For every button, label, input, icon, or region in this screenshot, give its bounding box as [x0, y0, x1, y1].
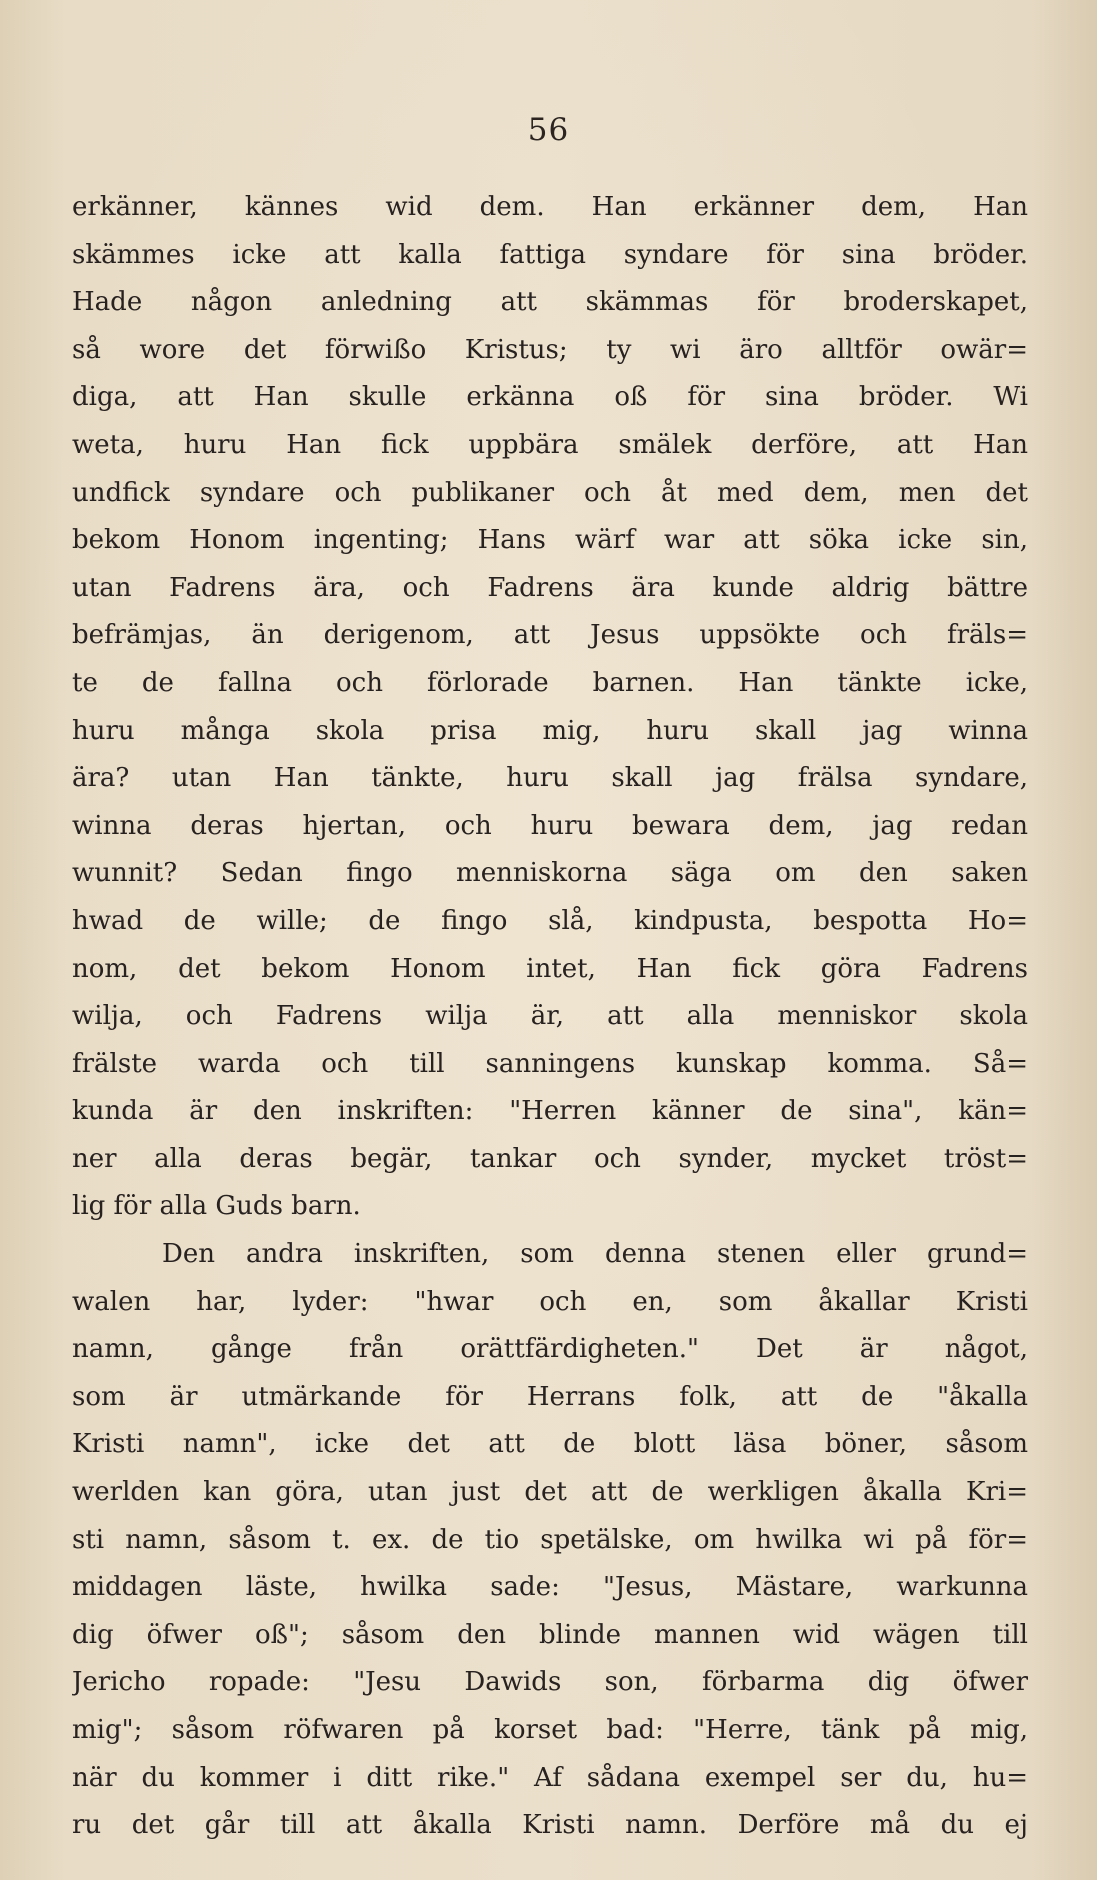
- text-line: winna deras hjertan, och huru bewara dem, jag redan: [72, 810, 1028, 841]
- text-line: som är utmärkande för Herrans folk, att de "åkalla: [72, 1381, 1028, 1412]
- text-line: diga, att Han skulle erkänna oß för sina bröder. Wi: [72, 382, 1028, 413]
- text-line: namn, gånge från orättfärdigheten." Det är något,: [72, 1334, 1028, 1365]
- text-line: wunnit? Sedan fingo menniskorna säga om den saken: [72, 858, 1028, 889]
- text-line: te de fallna och förlorade barnen. Han tänkte icke,: [72, 667, 1028, 698]
- text-line: ru det går till att åkalla Kristi namn. Derföre må du ej: [72, 1810, 1028, 1841]
- text-line: undfick syndare och publikaner och åt med dem, men det: [72, 477, 1028, 508]
- text-line: frälste warda och till sanningens kunskap komma. Så=: [72, 1048, 1028, 1079]
- text-line: werlden kan göra, utan just det att de werkligen åkalla Kri=: [72, 1477, 1028, 1508]
- text-line: så wore det förwißo Kristus; ty wi äro alltför owär=: [72, 334, 1028, 365]
- paragraph-last-line: lig för alla Guds barn.: [72, 1191, 361, 1222]
- text-line: Kristi namn", icke det att de blott läsa böner, såsom: [72, 1429, 1028, 1460]
- text-line: weta, huru Han fick uppbära smälek derföre, att Han: [72, 429, 1028, 460]
- text-line: huru många skola prisa mig, huru skall jag winna: [72, 715, 1028, 746]
- text-line: nom, det bekom Honom intet, Han fick göra Fadrens: [72, 953, 1028, 984]
- text-line: sti namn, såsom t. ex. de tio spetälske, om hwilka wi på för=: [72, 1524, 1028, 1555]
- text-line: Jericho ropade: "Jesu Dawids son, förbarma dig öfwer: [72, 1667, 1028, 1698]
- text-line: Hade någon anledning att skämmas för broderskapet,: [72, 287, 1028, 318]
- text-line: ner alla deras begär, tankar och synder, mycket tröst=: [72, 1143, 1028, 1174]
- text-line: dig öfwer oß"; såsom den blinde mannen wid wägen till: [72, 1619, 1028, 1650]
- page-number: 56: [527, 112, 570, 148]
- text-line: hwad de wille; de fingo slå, kindpusta, bespotta Ho=: [72, 905, 1028, 936]
- text-line: när du kommer i ditt rike." Af sådana exempel ser du, hu=: [72, 1762, 1028, 1793]
- text-line: kunda är den inskriften: "Herren känner de sina", kän=: [72, 1096, 1028, 1127]
- text-line: bekom Honom ingenting; Hans wärf war att söka icke sin,: [72, 525, 1028, 556]
- body-text: [72, 184, 1028, 1850]
- text-line: middagen läste, hwilka sade: "Jesus, Mästare, warkunna: [72, 1572, 1028, 1603]
- text-line: mig"; såsom röfwaren på korset bad: "Herre, tänk på mig,: [72, 1715, 1028, 1745]
- text-line: skämmes icke att kalla fattiga syndare för sina bröder.: [72, 239, 1028, 270]
- text-line: utan Fadrens ära, och Fadrens ära kunde aldrig bättre: [72, 572, 1028, 603]
- text-line: walen har, lyder: "hwar och en, som åkallar Kristi: [72, 1286, 1028, 1317]
- text-line: wilja, och Fadrens wilja är, att alla menniskor skola: [72, 1001, 1028, 1032]
- paragraph-first-line: Den andra inskriften, som denna stenen eller grund=: [162, 1239, 1028, 1270]
- text-line: ära? utan Han tänkte, huru skall jag frälsa syndare,: [72, 763, 1028, 794]
- text-line: befrämjas, än derigenom, att Jesus uppsökte och fräls=: [72, 620, 1028, 651]
- text-line: erkänner, kännes wid dem. Han erkänner dem, Han: [72, 192, 1028, 222]
